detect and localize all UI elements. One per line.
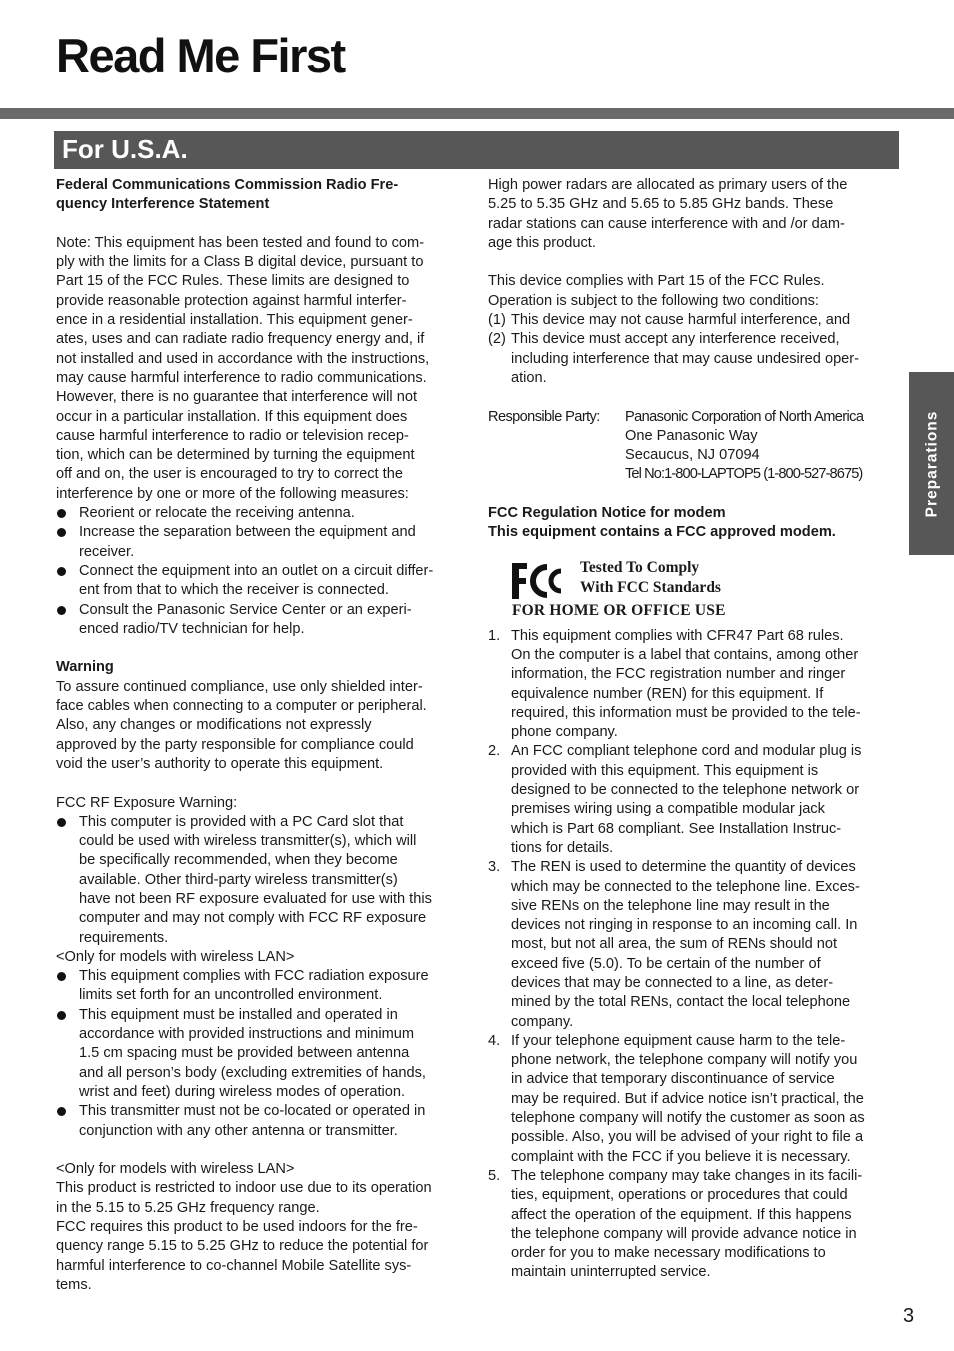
indoor-use-paragraph: This product is restricted to indoor use due to its operation in the 5.15 to 5.25 GHz frequency range. FCC requires this product to be used indoors for the fre- quency range 5.15 to 5.25 GHz to reduce the potential for harmful interference to co-channel Mobile Satellite sys- tems. — [56, 1180, 432, 1293]
right-column — [488, 176, 900, 1283]
section-heading-bar — [54, 131, 899, 169]
warning-heading: Warning — [56, 659, 114, 676]
left-column — [56, 176, 470, 1295]
responsible-party — [488, 408, 900, 485]
warning-paragraph: To assure continued compliance, use only shielded inter- face cables when connecting to a computer or peripheral. Also, any changes or modifications not expressly approved by the party responsible for compliance could void the user’s authority to operate this equipment. — [56, 678, 427, 772]
list-item: Reorient or relocate the receiving antenna. — [56, 504, 470, 523]
fcc-logo-line1: Tested To Comply — [580, 558, 700, 576]
title-rule — [0, 108, 954, 119]
list-item: This computer is provided with a PC Card slot that could be used with wireless transmitter(s), which will be specifically recommended, when they become available. Other third-party wireless transmitter(s) have not been RF exposure evaluated for use with this computer and may not comply with FCC RF exposure requirements. — [56, 813, 470, 948]
list-item: Consult the Panasonic Service Center or an experi- enced radio/TV technician for help. — [56, 601, 470, 640]
condition-item: (2) This device must accept any interference received, including interference that may cause undesired oper- ation. — [488, 331, 860, 386]
list-item: This equipment must be installed and operated in accordance with provided instructions and minimum 1.5 cm spacing must be provided between antenna and all person’s body (excluding extremities of hands, wrist and feet) during wireless modes of operation. — [56, 1006, 470, 1102]
fcc-logo-icon — [510, 561, 568, 601]
section-heading: For U.S.A. — [62, 134, 188, 164]
part15-paragraph: This device complies with Part 15 of the FCC Rules. Operation is subject to the following two conditions: — [488, 273, 825, 309]
list-item: This equipment complies with FCC radiation exposure limits set forth for an uncontrolled environment. — [56, 967, 470, 1006]
fcc-compliance-logo — [488, 555, 900, 623]
modem-heading: FCC Regulation Notice for modem This equipment contains a FCC approved modem. — [488, 505, 836, 541]
condition-item: (1) This device may not cause harmful interference, and — [488, 312, 851, 329]
modem-notice-list — [488, 627, 900, 1283]
list-item: 3. The REN is used to determine the quantity of devices which may be connected to the telephone line. Exces- sive RENs on the telephone line may result in the devices not ringing in response to an incoming call. In most, but not all area, the sum of RENs should not exceed five (5.0). To be certain of the number of devices that may be connected to a line, as deter- mined by the total RENs, contact the local telephone company. — [488, 859, 860, 1030]
list-item: Increase the separation between the equipment and receiver. — [56, 523, 470, 562]
side-tab-preparations — [909, 372, 954, 555]
list-item: 1. This equipment complies with CFR47 Part 68 rules. On the computer is a label that contains, among other information, the FCC registration number and ringer equivalence number (REN) for this equipment. If required, this information must be provided to the tele- phone company. — [488, 627, 861, 741]
rf-exposure-list — [56, 813, 470, 948]
responsible-party-address: Panasonic Corporation of North America One Panasonic Way Secaucus, NJ 07094 Tel No:1-800-LAPTOP5 (1-800-527-8675) — [625, 408, 864, 483]
wlan-label: <Only for models with wireless LAN> — [56, 1161, 295, 1178]
side-tab-label: Preparations — [922, 410, 940, 517]
page-title: Read Me First — [56, 29, 345, 82]
list-item: This transmitter must not be co-located or operated in conjunction with any other antenna or transmitter. — [56, 1102, 470, 1141]
list-item: 4. If your telephone equipment cause harm to the tele- phone network, the telephone company will notify you in advice that temporary discontinuance of service may be required. But if advice notice isn’t practical, the telephone company will notify the customer as soon as possible. Also, you will be advised of your right to file a complaint with the FCC if you believe it is necessary. — [488, 1032, 865, 1165]
note-paragraph: Note: This equipment has been tested and found to com- ply with the limits for a Class B digital device, pursuant to Part 15 of the FCC Rules. These limits are designed to provide reasonable protection against harmful interfer- ence in a residential installation. This equipment gener- ates, uses and can radiate radio frequency energy and, if not installed and used in accordance with the instructions, may cause harmful interference to radio communications. However, there is no guarantee that interference will not occur in a particular installation. If this equipment does cause harmful interference to radio or television recep- tion, which can be determined by turning the equipment off and on, the user is encouraged to try to correct the interference by one or more of the following measures: — [56, 234, 430, 502]
responsible-party-label: Responsible Party: — [488, 408, 600, 425]
list-item: Connect the equipment into an outlet on a circuit differ- ent from that to which the receiver is connected. — [56, 562, 470, 601]
wlan-label: <Only for models with wireless LAN> — [56, 948, 295, 965]
fcc-logo-line3: FOR HOME OR OFFICE USE — [512, 601, 726, 619]
measures-list — [56, 504, 470, 639]
list-item: 5. The telephone company may take changes in its facili- ties, equipment, operations or procedures that could affect the operation of the equipment. If this happens the telephone company will provide advance notice in order for you to make necessary modifications to maintain uninterrupted service. — [488, 1167, 863, 1281]
fcc-logo-line2: With FCC Standards — [580, 578, 721, 596]
page-number: 3 — [903, 1305, 915, 1327]
list-item: 2. An FCC compliant telephone cord and modular plug is provided with this equipment. This equipment is designed to be connected to the telephone network or premises wiring using a compatible modular jack which is Part 68 compliant. See Installation Instruc- tions for details. — [488, 743, 862, 856]
fcc-statement-heading: Federal Communications Commission Radio Fre- quency Interference Statement — [56, 177, 399, 213]
radar-paragraph: High power radars are allocated as primary users of the 5.25 to 5.35 GHz and 5.65 to 5.85 GHz bands. These radar stations can cause interference with and /or dam- age this product. — [488, 177, 848, 251]
rf-exposure-heading: FCC RF Exposure Warning: — [56, 794, 238, 811]
wlan-list — [56, 967, 470, 1141]
